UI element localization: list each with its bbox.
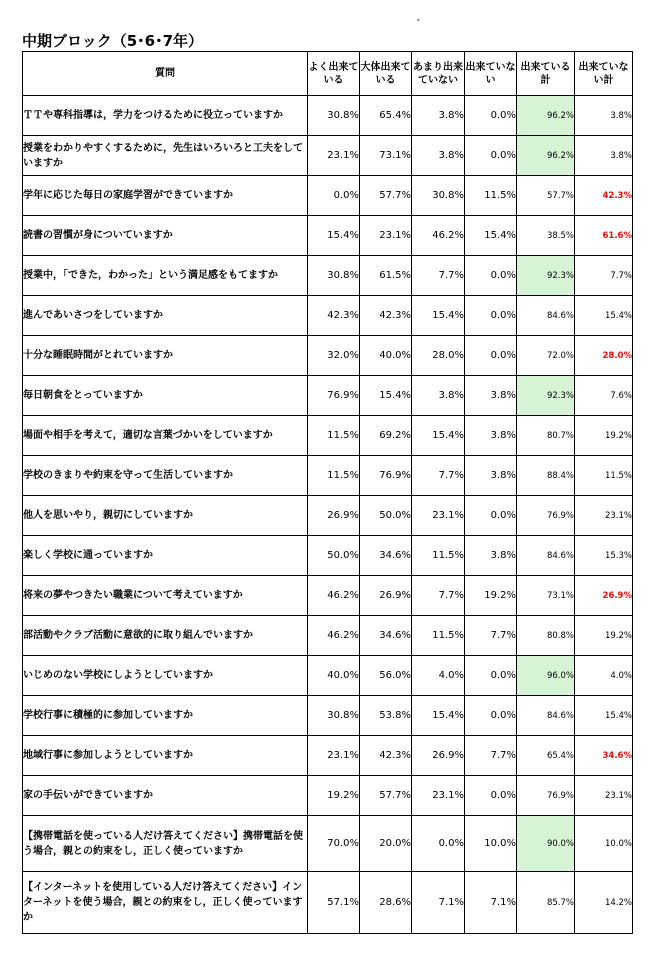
- not-done-cell: 15.4%: [465, 216, 517, 256]
- question-cell: 将来の夢やつきたい職業について考えていますか: [23, 576, 308, 616]
- header-not-done-total: 出来ていない計: [575, 52, 633, 96]
- mostly-done-cell: 69.2%: [360, 416, 412, 456]
- not-done-cell: 3.8%: [465, 456, 517, 496]
- question-cell: 【インターネットを使用している人だけ答えてください】インターネットを使う場合，親との約束をし，正しく使っていますか: [23, 872, 308, 934]
- done-total-cell: 38.5%: [517, 216, 575, 256]
- mostly-done-cell: 61.5%: [360, 256, 412, 296]
- not-much-done-cell: 11.5%: [412, 536, 465, 576]
- not-done-total-cell: 23.1%: [575, 496, 633, 536]
- not-done-cell: 0.0%: [465, 776, 517, 816]
- done-total-cell: 57.7%: [517, 176, 575, 216]
- well-done-cell: 30.8%: [308, 96, 360, 136]
- mostly-done-cell: 20.0%: [360, 816, 412, 872]
- header-well-done: よく出来ている: [308, 52, 360, 96]
- done-total-cell: 76.9%: [517, 496, 575, 536]
- question-cell: 地域行事に参加しようとしていますか: [23, 736, 308, 776]
- question-cell: 家の手伝いができていますか: [23, 776, 308, 816]
- mostly-done-cell: 57.7%: [360, 176, 412, 216]
- not-done-total-cell: 3.8%: [575, 136, 633, 176]
- header-not-done: 出来ていない: [465, 52, 517, 96]
- mostly-done-cell: 23.1%: [360, 216, 412, 256]
- question-cell: 学校のきまりや約束を守って生活していますか: [23, 456, 308, 496]
- well-done-cell: 26.9%: [308, 496, 360, 536]
- done-total-cell: 65.4%: [517, 736, 575, 776]
- header-not-much-done: あまり出来ていない: [412, 52, 465, 96]
- header-question: 質問: [23, 52, 308, 96]
- question-cell: 毎日朝食をとっていますか: [23, 376, 308, 416]
- done-total-cell: 80.8%: [517, 616, 575, 656]
- table-row: [23, 216, 633, 256]
- question-cell: 十分な睡眠時間がとれていますか: [23, 336, 308, 376]
- mostly-done-cell: 28.6%: [360, 872, 412, 934]
- question-cell: 学校行事に積極的に参加していますか: [23, 696, 308, 736]
- table-row: [23, 416, 633, 456]
- well-done-cell: 11.5%: [308, 456, 360, 496]
- well-done-cell: 42.3%: [308, 296, 360, 336]
- done-total-cell: 84.6%: [517, 296, 575, 336]
- not-done-total-cell: 14.2%: [575, 872, 633, 934]
- mostly-done-cell: 42.3%: [360, 296, 412, 336]
- not-much-done-cell: 23.1%: [412, 496, 465, 536]
- question-cell: ＴＴや専科指導は，学力をつけるために役立っていますか: [23, 96, 308, 136]
- not-much-done-cell: 15.4%: [412, 696, 465, 736]
- table-row: [23, 256, 633, 296]
- well-done-cell: 11.5%: [308, 416, 360, 456]
- not-done-total-cell: 10.0%: [575, 816, 633, 872]
- not-done-cell: 0.0%: [465, 496, 517, 536]
- well-done-cell: 23.1%: [308, 736, 360, 776]
- not-done-cell: 0.0%: [465, 136, 517, 176]
- mostly-done-cell: 42.3%: [360, 736, 412, 776]
- not-much-done-cell: 7.1%: [412, 872, 465, 934]
- done-total-cell: 85.7%: [517, 872, 575, 934]
- header-done-total: 出来ている計: [517, 52, 575, 96]
- not-much-done-cell: 23.1%: [412, 776, 465, 816]
- done-total-cell: 92.3%: [517, 376, 575, 416]
- mostly-done-cell: 57.7%: [360, 776, 412, 816]
- not-done-total-cell: 19.2%: [575, 416, 633, 456]
- question-cell: 楽しく学校に通っていますか: [23, 536, 308, 576]
- page-title: 中期ブロック（5･6･7年）: [22, 32, 204, 50]
- not-done-total-cell: 19.2%: [575, 616, 633, 656]
- not-much-done-cell: 7.7%: [412, 456, 465, 496]
- done-total-cell: 96.2%: [517, 96, 575, 136]
- not-done-total-cell: 15.3%: [575, 536, 633, 576]
- well-done-cell: 50.0%: [308, 536, 360, 576]
- not-done-total-cell: 3.8%: [575, 96, 633, 136]
- not-done-total-cell: 11.5%: [575, 456, 633, 496]
- table-row: [23, 736, 633, 776]
- well-done-cell: 32.0%: [308, 336, 360, 376]
- question-cell: 読書の習慣が身についていますか: [23, 216, 308, 256]
- header-mostly-done: 大体出来ている: [360, 52, 412, 96]
- table-row: [23, 616, 633, 656]
- not-done-cell: 3.8%: [465, 416, 517, 456]
- not-done-cell: 7.7%: [465, 736, 517, 776]
- mostly-done-cell: 73.1%: [360, 136, 412, 176]
- question-cell: 他人を思いやり，親切にしていますか: [23, 496, 308, 536]
- table-row: [23, 176, 633, 216]
- not-done-total-cell: 42.3%: [575, 176, 633, 216]
- mostly-done-cell: 15.4%: [360, 376, 412, 416]
- table-row: [23, 456, 633, 496]
- not-done-cell: 11.5%: [465, 176, 517, 216]
- question-cell: いじめのない学校にしようとしていますか: [23, 656, 308, 696]
- not-done-cell: 0.0%: [465, 656, 517, 696]
- question-cell: 授業をわかりやすくするために，先生はいろいろと工夫をしていますか: [23, 136, 308, 176]
- not-much-done-cell: 15.4%: [412, 416, 465, 456]
- question-cell: 授業中，「できた，わかった」という満足感をもてますか: [23, 256, 308, 296]
- mostly-done-cell: 34.6%: [360, 536, 412, 576]
- table-row: [23, 536, 633, 576]
- well-done-cell: 57.1%: [308, 872, 360, 934]
- mostly-done-cell: 53.8%: [360, 696, 412, 736]
- well-done-cell: 23.1%: [308, 136, 360, 176]
- done-total-cell: 73.1%: [517, 576, 575, 616]
- not-done-cell: 19.2%: [465, 576, 517, 616]
- not-done-total-cell: 26.9%: [575, 576, 633, 616]
- not-done-total-cell: 7.7%: [575, 256, 633, 296]
- table-row: [23, 776, 633, 816]
- not-done-cell: 0.0%: [465, 96, 517, 136]
- not-done-cell: 3.8%: [465, 376, 517, 416]
- well-done-cell: 70.0%: [308, 816, 360, 872]
- table-row: [23, 576, 633, 616]
- not-much-done-cell: 7.7%: [412, 576, 465, 616]
- well-done-cell: 30.8%: [308, 696, 360, 736]
- not-much-done-cell: 28.0%: [412, 336, 465, 376]
- not-done-total-cell: 15.4%: [575, 696, 633, 736]
- not-much-done-cell: 26.9%: [412, 736, 465, 776]
- not-much-done-cell: 15.4%: [412, 296, 465, 336]
- not-much-done-cell: 30.8%: [412, 176, 465, 216]
- well-done-cell: 30.8%: [308, 256, 360, 296]
- not-much-done-cell: 3.8%: [412, 136, 465, 176]
- well-done-cell: 19.2%: [308, 776, 360, 816]
- survey-table: [22, 51, 633, 934]
- not-much-done-cell: 7.7%: [412, 256, 465, 296]
- done-total-cell: 76.9%: [517, 776, 575, 816]
- mostly-done-cell: 50.0%: [360, 496, 412, 536]
- table-row: [23, 872, 633, 934]
- not-done-total-cell: 28.0%: [575, 336, 633, 376]
- header-row: [23, 52, 633, 96]
- not-much-done-cell: 3.8%: [412, 376, 465, 416]
- well-done-cell: 0.0%: [308, 176, 360, 216]
- not-much-done-cell: 4.0%: [412, 656, 465, 696]
- not-done-total-cell: 23.1%: [575, 776, 633, 816]
- not-done-total-cell: 15.4%: [575, 296, 633, 336]
- done-total-cell: 92.3%: [517, 256, 575, 296]
- not-done-total-cell: 61.6%: [575, 216, 633, 256]
- done-total-cell: 96.2%: [517, 136, 575, 176]
- not-done-total-cell: 4.0%: [575, 656, 633, 696]
- not-much-done-cell: 46.2%: [412, 216, 465, 256]
- mostly-done-cell: 34.6%: [360, 616, 412, 656]
- not-much-done-cell: 11.5%: [412, 616, 465, 656]
- not-done-cell: 0.0%: [465, 256, 517, 296]
- not-done-cell: 0.0%: [465, 296, 517, 336]
- not-much-done-cell: 0.0%: [412, 816, 465, 872]
- well-done-cell: 40.0%: [308, 656, 360, 696]
- done-total-cell: 80.7%: [517, 416, 575, 456]
- not-done-cell: 0.0%: [465, 696, 517, 736]
- mostly-done-cell: 65.4%: [360, 96, 412, 136]
- question-cell: 場面や相手を考えて，適切な言葉づかいをしていますか: [23, 416, 308, 456]
- done-total-cell: 72.0%: [517, 336, 575, 376]
- corner-mark: •: [416, 16, 421, 25]
- mostly-done-cell: 40.0%: [360, 336, 412, 376]
- mostly-done-cell: 26.9%: [360, 576, 412, 616]
- not-done-total-cell: 34.6%: [575, 736, 633, 776]
- mostly-done-cell: 56.0%: [360, 656, 412, 696]
- table-row: [23, 496, 633, 536]
- done-total-cell: 90.0%: [517, 816, 575, 872]
- table-row: [23, 96, 633, 136]
- table-row: [23, 136, 633, 176]
- table-row: [23, 376, 633, 416]
- mostly-done-cell: 76.9%: [360, 456, 412, 496]
- not-done-total-cell: 7.6%: [575, 376, 633, 416]
- well-done-cell: 76.9%: [308, 376, 360, 416]
- table-row: [23, 656, 633, 696]
- done-total-cell: 84.6%: [517, 696, 575, 736]
- question-cell: 学年に応じた毎日の家庭学習ができていますか: [23, 176, 308, 216]
- table-row: [23, 336, 633, 376]
- not-done-cell: 10.0%: [465, 816, 517, 872]
- not-done-cell: 7.1%: [465, 872, 517, 934]
- not-done-cell: 0.0%: [465, 336, 517, 376]
- not-much-done-cell: 3.8%: [412, 96, 465, 136]
- table-row: [23, 696, 633, 736]
- question-cell: 進んであいさつをしていますか: [23, 296, 308, 336]
- table-row: [23, 296, 633, 336]
- done-total-cell: 84.6%: [517, 536, 575, 576]
- done-total-cell: 96.0%: [517, 656, 575, 696]
- well-done-cell: 15.4%: [308, 216, 360, 256]
- well-done-cell: 46.2%: [308, 576, 360, 616]
- done-total-cell: 88.4%: [517, 456, 575, 496]
- well-done-cell: 46.2%: [308, 616, 360, 656]
- not-done-cell: 3.8%: [465, 536, 517, 576]
- question-cell: 部活動やクラブ活動に意欲的に取り組んでいますか: [23, 616, 308, 656]
- not-done-cell: 7.7%: [465, 616, 517, 656]
- question-cell: 【携帯電話を使っている人だけ答えてください】携帯電話を使う場合，親との約束をし，正しく使っていますか: [23, 816, 308, 872]
- table-row: [23, 816, 633, 872]
